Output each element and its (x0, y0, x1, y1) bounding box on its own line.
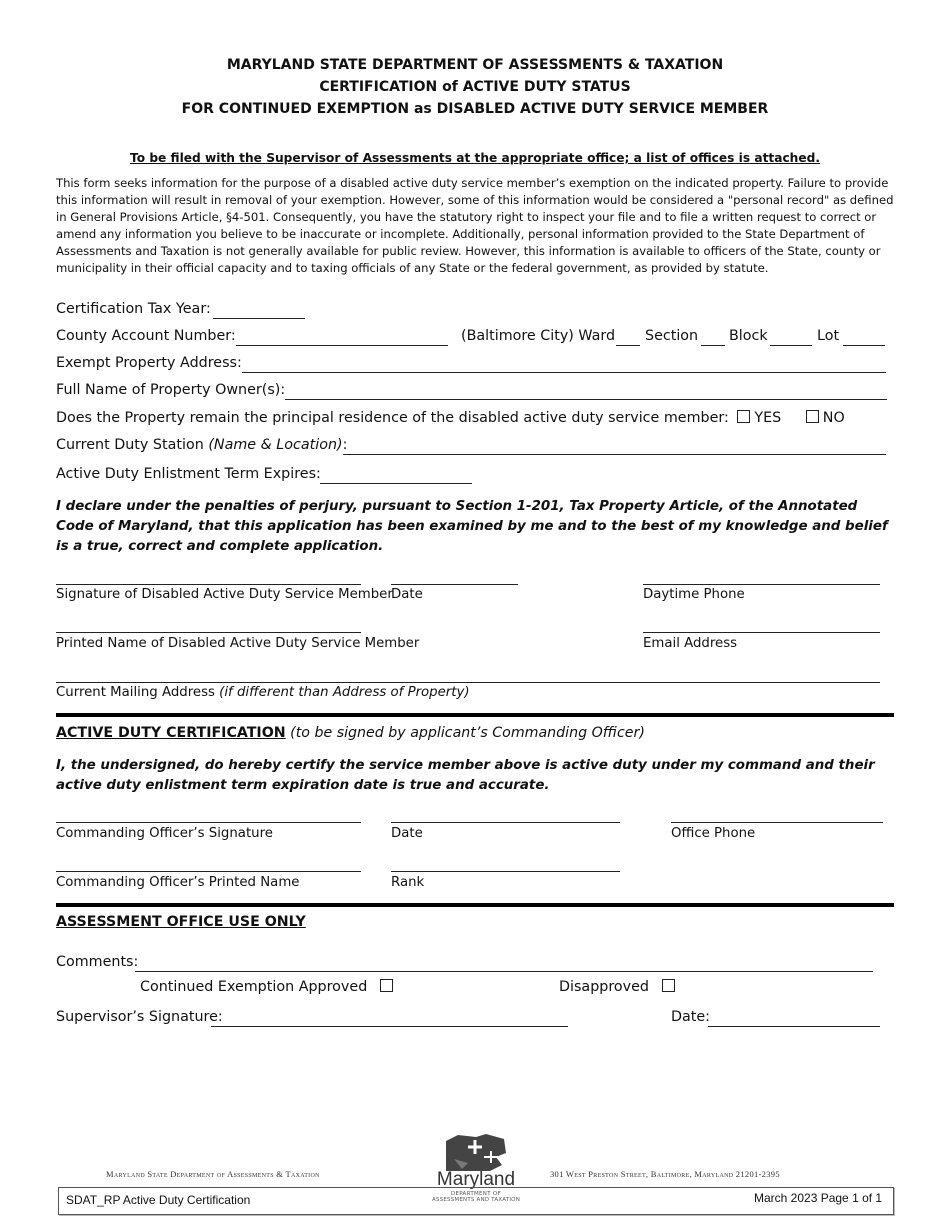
tax-year-label: Certification Tax Year: (56, 301, 211, 317)
approved-row (140, 979, 397, 995)
email-caption: Email Address (643, 636, 738, 651)
tax-year-field[interactable] (213, 318, 305, 319)
no-checkbox[interactable] (806, 410, 819, 423)
header-line-2: CERTIFICATION of ACTIVE DUTY STATUS (319, 79, 631, 95)
office-phone-caption: Office Phone (671, 826, 756, 841)
logo-sub-2: ASSESSMENTS AND TAXATION (431, 1197, 521, 1203)
section-divider-1 (56, 713, 894, 717)
logo-sub-1: DEPARTMENT OF (450, 1191, 502, 1197)
co-printed-name-caption: Commanding Officer’s Printed Name (56, 875, 300, 890)
disapproved-checkbox[interactable] (662, 979, 675, 992)
header-line-3: FOR CONTINUED EXEMPTION as DISABLED ACTIVE DUTY SERVICE MEMBER (181, 101, 769, 117)
co-printed-name-line[interactable] (56, 871, 361, 872)
section-label: Section (645, 328, 699, 344)
member-date-line[interactable] (391, 584, 518, 585)
printed-name-caption: Printed Name of Disabled Active Duty Service Member (56, 636, 420, 651)
approved-checkbox[interactable] (380, 979, 393, 992)
member-signature-caption: Signature of Disabled Active Duty Service Member (56, 587, 393, 602)
rank-caption: Rank (391, 875, 425, 890)
owner-name-label: Full Name of Property Owner(s): (56, 382, 286, 398)
active-duty-heading-hint: (to be signed by applicant’s Commanding Officer) (290, 725, 645, 741)
residence-question (56, 410, 845, 426)
member-signature-line[interactable] (56, 584, 361, 585)
ward-label: (Baltimore City) Ward (461, 328, 616, 344)
co-signature-caption: Commanding Officer’s Signature (56, 826, 273, 841)
mailing-address-line[interactable] (56, 682, 880, 683)
duty-station-label: Current Duty Station (Name & Location): (56, 437, 348, 453)
printed-name-line[interactable] (56, 632, 361, 633)
yes-checkbox[interactable] (737, 410, 750, 423)
yes-label: YES (754, 410, 782, 426)
co-date-line[interactable] (391, 822, 620, 823)
residence-question-text: Does the Property remain the principal residence of the disabled active duty service member: (56, 410, 729, 426)
footer-form-id: SDAT_RP Active Duty Certification (66, 1193, 251, 1207)
supervisor-signature-field[interactable] (211, 1026, 568, 1027)
office-phone-line[interactable] (671, 822, 883, 823)
mailing-address-hint: (if different than Address of Property) (219, 685, 470, 700)
duty-station-text: Current Duty Station (56, 437, 204, 453)
no-label: NO (822, 410, 845, 426)
office-date-field[interactable] (708, 1026, 880, 1027)
exempt-address-field[interactable] (242, 372, 886, 373)
co-date-caption: Date (391, 826, 423, 841)
exempt-address-label: Exempt Property Address: (56, 355, 242, 371)
county-account-label: County Account Number: (56, 328, 236, 344)
block-label: Block (729, 328, 768, 344)
commanding-officer-certification: I, the undersigned, do hereby certify the service member above is active duty under my command and their active duty enlistment term expiration date is true and accurate. (56, 758, 875, 793)
logo-word: Maryland (436, 1169, 516, 1190)
footer-agency: Maryland State Department of Assessments & Taxation (106, 1169, 320, 1179)
member-date-caption: Date (391, 587, 423, 602)
lot-label: Lot (817, 328, 840, 344)
enlistment-expires-label: Active Duty Enlistment Term Expires: (56, 466, 321, 482)
daytime-phone-caption: Daytime Phone (643, 587, 745, 602)
duty-station-hint: (Name & Location) (208, 437, 343, 453)
maryland-map-icon (424, 1133, 528, 1173)
header-line-1: MARYLAND STATE DEPARTMENT OF ASSESSMENTS & TAXATION (226, 57, 724, 73)
disapproved-row (559, 979, 679, 995)
office-date-label: Date: (671, 1009, 710, 1025)
owner-name-field[interactable] (285, 399, 887, 400)
lot-field[interactable] (843, 345, 885, 346)
section-divider-2 (56, 903, 894, 907)
footer-revision: March 2023 Page 1 of 1 (754, 1191, 883, 1205)
filing-note: To be filed with the Supervisor of Assessments at the appropriate office; a list of offices is attached. (130, 151, 820, 165)
rank-line[interactable] (391, 871, 620, 872)
active-duty-heading: ACTIVE DUTY CERTIFICATION (56, 725, 286, 741)
comments-field[interactable] (135, 971, 873, 972)
email-line[interactable] (643, 632, 880, 633)
mailing-address-caption (56, 685, 470, 700)
block-field[interactable] (770, 345, 812, 346)
active-duty-heading-row (56, 725, 645, 741)
enlistment-expires-field[interactable] (320, 483, 472, 484)
mailing-address-text: Current Mailing Address (56, 685, 215, 700)
daytime-phone-line[interactable] (643, 584, 880, 585)
supervisor-signature-label: Supervisor’s Signature: (56, 1009, 223, 1025)
footer-address: 301 West Preston Street, Baltimore, Maryland 21201-2395 (550, 1169, 780, 1179)
disapproved-label: Disapproved (559, 979, 649, 995)
co-signature-line[interactable] (56, 822, 361, 823)
perjury-declaration: I declare under the penalties of perjury, pursuant to Section 1-201, Tax Property Article, of the Annotated Code of Maryland, that this application has been examined by me and to the best of my knowledge and belief is a true, correct and complete application. (56, 499, 888, 554)
ward-field[interactable] (616, 345, 640, 346)
county-account-field[interactable] (236, 345, 448, 346)
duty-station-field[interactable] (343, 454, 886, 455)
approved-label: Continued Exemption Approved (140, 979, 368, 995)
intro-paragraph: This form seeks information for the purpose of a disabled active duty service member’s exemption on the indicated property. Failure to provide this information will result in removal of your exemption. However, some of this information would be considered a "personal record" as defined in General Provisions Article, §4-501. Consequently, you have the statutory right to inspect your file and to file a written request to correct or amend any information you believe to be inaccurate or incomplete. Additionally, personal information provided to the State Department of Assessments and Taxation is not generally available for public review. However, this information is available to officers of the State, county or municipality in their official capacity and to taxing officials of any State or the federal government, as provided by statute. (56, 176, 894, 275)
comments-label: Comments: (56, 954, 139, 970)
office-use-heading: ASSESSMENT OFFICE USE ONLY (56, 914, 306, 930)
section-field[interactable] (701, 345, 725, 346)
